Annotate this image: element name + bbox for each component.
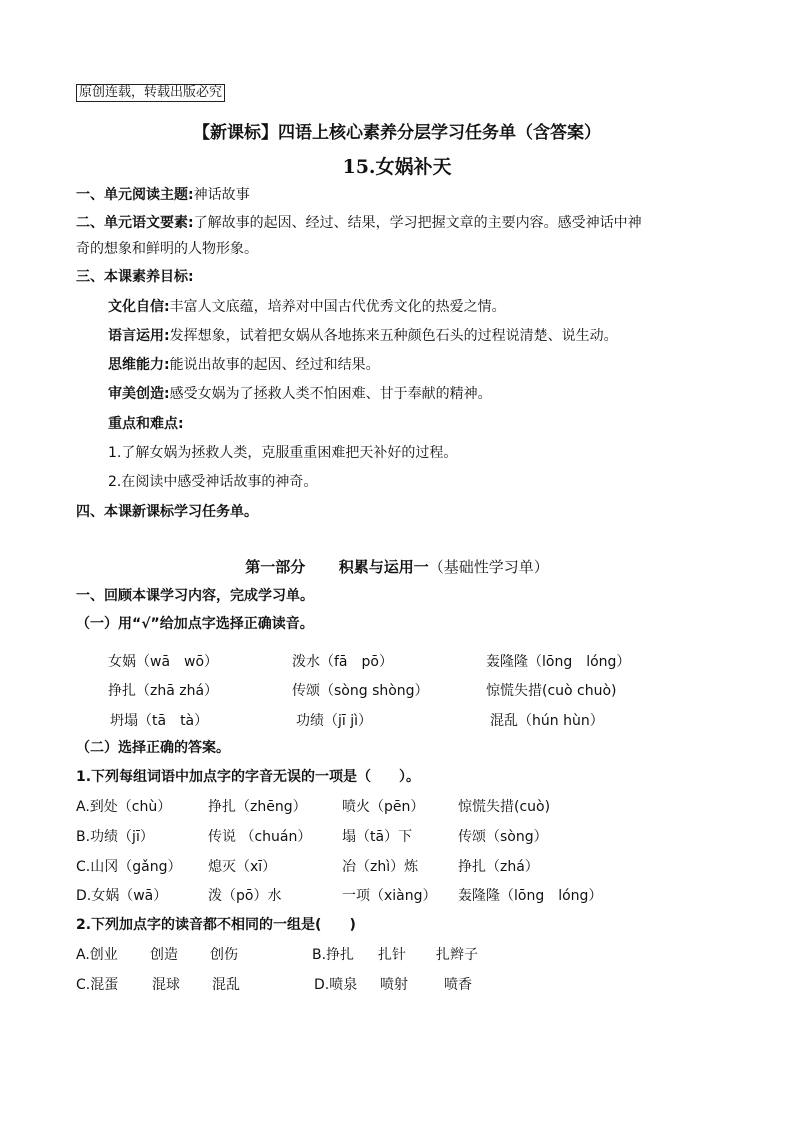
mc2-option: 扎辫子 [436, 947, 478, 963]
mc1-option: 传颂（sòng） [458, 829, 548, 845]
unit-elements-line1 [76, 212, 642, 232]
mc1-option: 熄灭（xī） [208, 859, 277, 875]
goal-text: 丰富人文底蕴，培养对中国古代优秀文化的热爱之情。 [169, 299, 506, 315]
goal-label: 语言运用: [108, 328, 170, 344]
goal-label: 思维能力: [108, 357, 170, 373]
unit-elements-line2: 奇的想象和鲜明的人物形象。 [76, 241, 258, 257]
q1-item: 泼水（fā pō） [292, 654, 393, 670]
goals-heading: 三、本课素养目标: [76, 269, 194, 285]
task-heading: 四、本课新课标学习任务单。 [76, 504, 258, 520]
unit-elements-label: 二、单元语文要素: [76, 215, 194, 231]
lesson-title: 15.女娲补天 [342, 156, 452, 178]
mc2-option: D.喷泉 [314, 977, 358, 993]
mc1-option: 惊慌失措(cuò) [458, 799, 551, 815]
mc2-option: 混球 [152, 977, 180, 993]
mc1-option: 泼（pō）水 [208, 888, 282, 904]
mc2-option: 喷射 [380, 977, 408, 993]
key-point-item: 1.了解女娲为拯救人类，克服重重困难把天补好的过程。 [108, 445, 458, 461]
goal-language [108, 325, 618, 345]
goal-text: 能说出故事的起因、经过和结果。 [169, 357, 380, 373]
mc1-option: 喷火（pēn） [342, 799, 425, 815]
part-heading [0, 556, 794, 577]
goal-aesthetic [108, 383, 492, 403]
mc1-option: A.到处（chù） [76, 799, 172, 815]
q1-item: 混乱（hún hùn） [490, 713, 604, 729]
mc2-question: 2.下列加点字的读音都不相同的一组是( ) [76, 917, 356, 933]
q1-heading: （一）用“√”给加点字选择正确读音。 [76, 616, 314, 632]
mc1-option: C.山冈（gǎng） [76, 859, 182, 875]
q1-item: 功绩（jī jì） [296, 713, 373, 729]
goal-culture [108, 296, 506, 316]
mc1-option: B.功绩（jī） [76, 829, 154, 845]
mc2-option: 混乱 [212, 977, 240, 993]
goal-label: 审美创造: [108, 386, 170, 402]
goal-text: 发挥想象，试着把女娲从各地拣来五种颜色石头的过程说清楚、说生动。 [169, 328, 618, 344]
q1-item: 女娲（wā wō） [108, 654, 219, 670]
key-point-item: 2.在阅读中感受神话故事的神奇。 [108, 474, 318, 490]
mc2-option: A.创业 [76, 947, 118, 963]
part-title: 第一部分 [245, 558, 306, 576]
q1-item: 传颂（sòng shòng） [292, 683, 429, 699]
unit-theme-label: 一、单元阅读主题: [76, 187, 194, 203]
mc1-option: 挣扎（zhá） [458, 859, 539, 875]
mc2-option: 喷香 [444, 977, 472, 993]
key-points-heading: 重点和难点: [108, 416, 184, 432]
goal-label: 文化自信: [108, 299, 170, 315]
q2-heading: （二）选择正确的答案。 [76, 740, 230, 756]
mc2-option: B.挣扎 [312, 947, 355, 963]
mc1-option: 一项（xiàng） [342, 888, 437, 904]
q1-item: 挣扎（zhā zhá） [108, 683, 219, 699]
mc2-option: 扎针 [378, 947, 406, 963]
q1-item: 坍塌（tā tà） [110, 713, 209, 729]
unit-theme [76, 184, 250, 204]
copyright-stamp: 原创连载，转载出版必究 [76, 84, 225, 102]
page-title: 【新课标】四语上核心素养分层学习任务单（含答案） [193, 123, 601, 143]
q1-item: 惊慌失措(cuò chuò) [486, 683, 617, 699]
unit-elements-text: 了解故事的起因、经过、结果，学习把握文章的主要内容。感受神话中神 [193, 215, 642, 231]
mc1-option: D.女娲（wā） [76, 888, 168, 904]
mc1-option: 传说 （chuán） [208, 829, 312, 845]
goal-text: 感受女娲为了拯救人类不怕困难、甘于奉献的精神。 [169, 386, 492, 402]
mc2-option: C.混蛋 [76, 977, 119, 993]
mc1-option: 挣扎（zhēng） [208, 799, 307, 815]
part-note: （基础性学习单） [428, 558, 549, 576]
mc1-option: 轰隆隆（lōng lóng） [458, 888, 603, 904]
goal-thinking [108, 354, 380, 374]
mc1-option: 冶（zhì）炼 [342, 859, 419, 875]
mc2-option: 创伤 [210, 947, 238, 963]
review-heading: 一、回顾本课学习内容，完成学习单。 [76, 588, 314, 604]
mc2-option: 创造 [150, 947, 178, 963]
q1-item: 轰隆隆（lōng lóng） [486, 654, 631, 670]
unit-theme-text: 神话故事 [193, 187, 250, 203]
mc1-option: 塌（tā）下 [342, 829, 413, 845]
part-subtitle: 积累与运用一 [338, 558, 429, 576]
mc1-question: 1.下列每组词语中加点字的字音无误的一项是（ ）。 [76, 769, 421, 785]
